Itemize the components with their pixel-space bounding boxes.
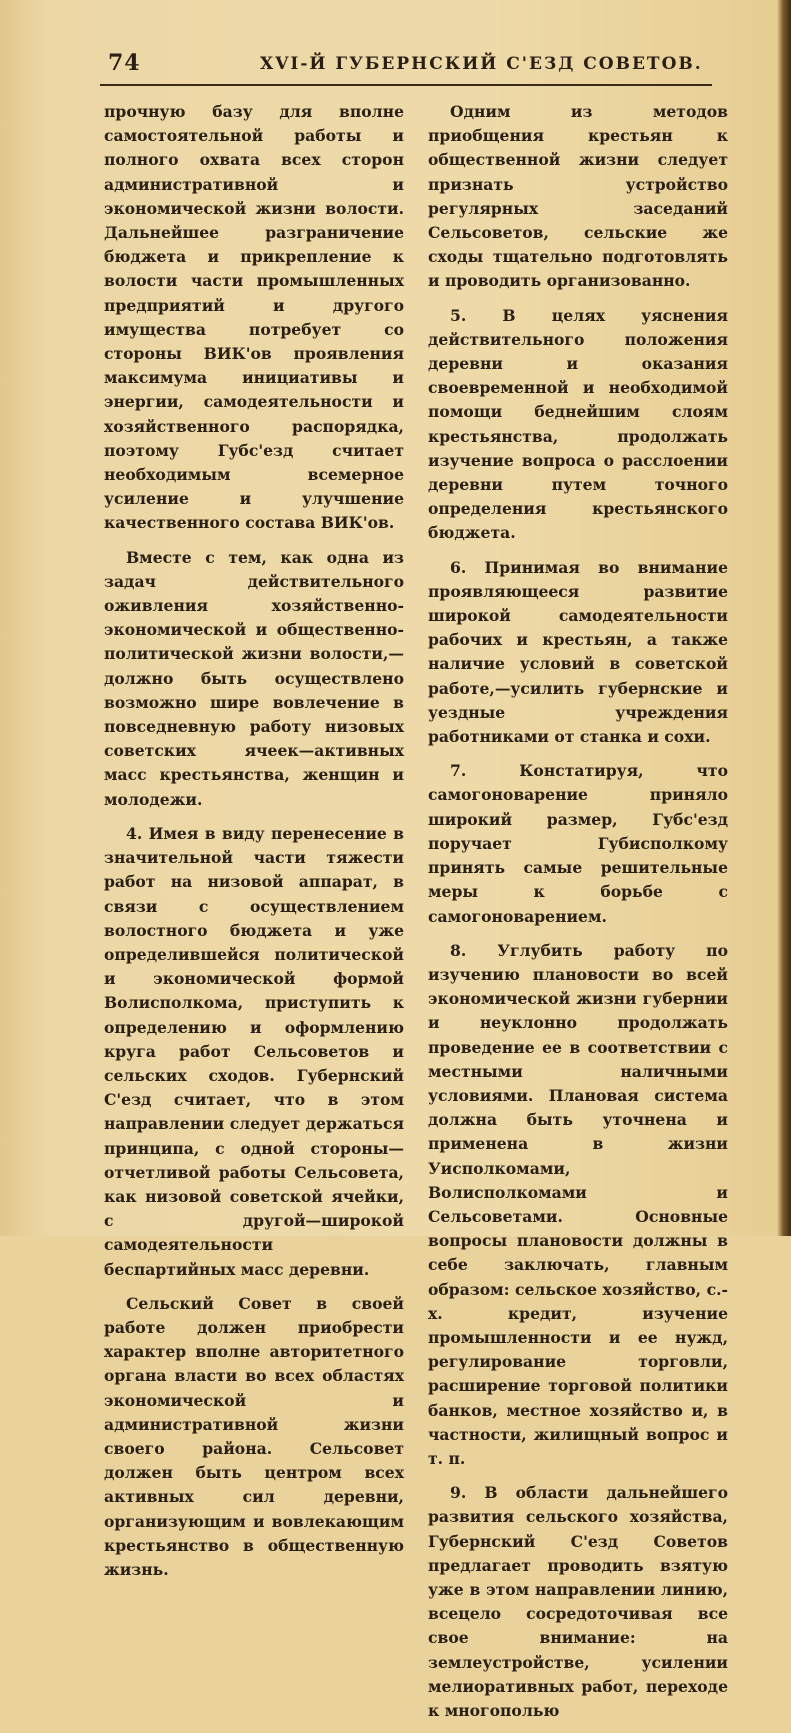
page-number: 74 [108, 50, 141, 76]
running-title: XVI-Й ГУБЕРНСКИЙ С'ЕЗД СОВЕТОВ. [260, 54, 703, 74]
paragraph: 4. Имея в виду перенесение в значительной части тяжести работ на низовой аппарат, в связи с осуществлением волостного бюджета и уже определившейся политической и экономической формой Волисполкома, приступить к определению и оформлению круга работ Сельсоветов и сельских сходов. Губернский С'езд считает, что в этом направлении следует держаться принципа, с одной стороны—отчетливой работы Сельсовета, как низовой советской ячейки, с другой—широкой самодеятельности беспартийных масс деревни. [104, 823, 404, 1279]
paragraph: 9. В области дальнейшего развития сельского хозяйства, Губернский С'езд Советов предлагает проводить взятую уже в этом направлении линию, всецело сосредоточивая все свое внимание: на землеустройстве, усилении мелиоративных работ, переходе к многополью [428, 1483, 728, 1720]
paragraph: Сельский Совет в своей работе должен приобрести характер вполне авторитетного органа власти во всех областях экономической и административной жизни своего района. Сельсовет должен быть центром всех активных сил деревни, организующим и вовлекающим крестьянство в общественную жизнь. [104, 1293, 404, 1579]
header-rule [100, 84, 712, 86]
paragraph: 8. Углубить работу по изучению плановости во всей экономической жизни губернии и неуклонно продолжать проведение ее в соответствии с местными наличными условиями. Плановая система должна быть уточнена и применена в жизни Уисполкомами, Волисполкомами и Сельсоветами. Основные вопросы плановости должны в себе заключать, главным образом: сельское хозяйство, с.-х. кредит, изучение промышленности и ее нужд, регулирование торговли, расширение торговой политики банков, местное хозяйство и, в частности, жилищный вопрос и т. п. [428, 940, 728, 1468]
paragraph: Вместе с тем, как одна из задач действительного оживления хозяйственно-экономической и общественно-политической жизни волости,—должно быть осуществлено возможно шире вовлечение в повседневную работу низовых советских ячеек—активных масс крестьянства, женщин и молодежи. [104, 547, 404, 809]
paragraph: прочную базу для вполне самостоятельной работы и полного охвата всех сторон административной и экономической жизни волости. Дальнейшее разграничение бюджета и прикрепление к волости части промышленных предприятий и другого имущества потребует со стороны ВИК'ов проявления максимума инициативы и энергии, самодеятельности и хозяйственного распорядка, поэтому Губс'езд считает необходимым всемерное усиление и улучшение качественного состава ВИК'ов. [104, 102, 404, 533]
paragraph: 7. Констатируя, что самогоноварение приняло широкий размер, Губс'езд поручает Губисполкому принять самые решительные меры к борьбе с самогоноварением. [428, 761, 728, 926]
left-column [104, 100, 404, 1592]
right-column [428, 100, 728, 1733]
page-header [100, 48, 712, 84]
paragraph: 6. Принимая во внимание проявляющееся развитие широкой самодеятельности рабочих и крестьян, а также наличие условий в советской работе,—усилить губернские и уездные учреждения работниками от станка и сохи. [428, 557, 728, 747]
paragraph: Одним из методов приобщения крестьян к общественной жизни следует признать устройство регулярных заседаний Сельсоветов, сельские же сходы тщательно подготовлять и проводить организованно. [428, 102, 728, 291]
page-edge-shadow [777, 0, 791, 1236]
paragraph: 5. В целях уяснения действительного положения деревни и оказания своевременной и необходимой помощи беднейшим слоям крестьянства, продолжать изучение вопроса о расслоении деревни путем точного определения крестьянского бюджета. [428, 305, 728, 543]
